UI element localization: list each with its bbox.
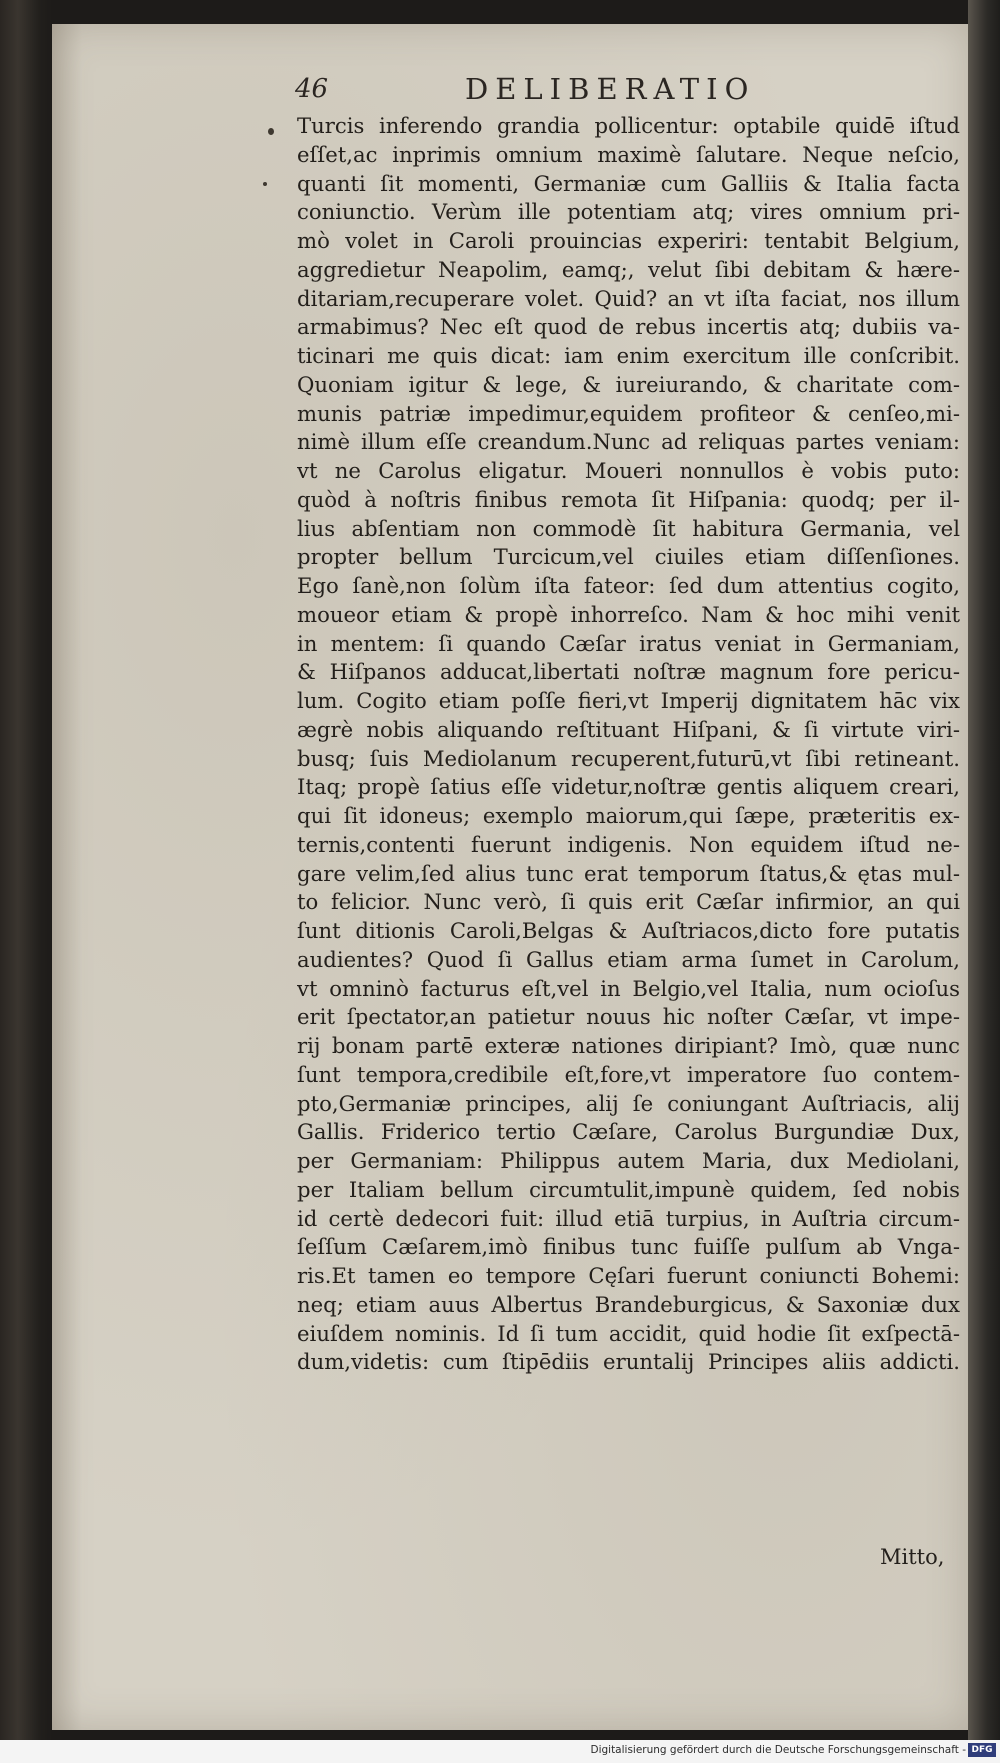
text-line: ditariam,recuperare volet. Quid? an vt iſta faciat, nos illum <box>297 285 960 311</box>
text-line: munis patriæ impedimur,equidem profiteor & cenſeo,mi- <box>297 400 960 426</box>
text-line: per Italiam bellum circumtulit,impunè quidem, ſed nobis <box>297 1176 960 1202</box>
text-line: eſſet,ac inprimis omnium maximè ſalutare. Neque neſcio, <box>297 141 960 167</box>
text-line: aggredietur Neapolim, eamq;, velut ſibi debitam & hære- <box>297 256 960 282</box>
text-line: ſunt ditionis Caroli,Belgas & Auſtriacos,dicto fore putatis <box>297 918 960 943</box>
catchword: Mitto, <box>880 1545 945 1569</box>
text-line: audientes? Quod ſi Gallus etiam arma ſumet in Carolum, <box>297 946 960 972</box>
text-line: ſunt tempora,credibile eſt,fore,vt imperatore ſuo contem- <box>297 1061 960 1087</box>
text-line: in mentem: ſi quando Cæſar iratus veniat in Germaniam, <box>297 630 960 656</box>
text-line: rij bonam partē exteræ nationes diripiant? Imò, quæ nunc <box>297 1033 960 1058</box>
text-line: qui ſit idoneus; exemplo maiorum,qui ſæpe, præteritis ex- <box>297 803 960 828</box>
body-text <box>297 112 960 1377</box>
text-line: Ego ſanè,non ſolùm iſta fateor: ſed dum attentius cogito, <box>297 573 960 598</box>
running-head: DELIBERATIO <box>465 72 756 106</box>
text-line: coniunctio. Verùm ille potentiam atq; vires omnium pri- <box>297 199 960 225</box>
text-line: moueor etiam & propè inhorreſco. Nam & hoc mihi venit <box>297 601 960 627</box>
text-line: eiuſdem nominis. Id ſi tum accidit, quid hodie ſit exſpectā- <box>297 1320 960 1346</box>
text-line: ægrè nobis aliquando reſtituant Hiſpani, & ſi virtute viri- <box>297 716 960 742</box>
text-line: ternis,contenti fuerunt indigenis. Non equidem iſtud ne- <box>297 831 960 857</box>
text-line: per Germaniam: Philippus autem Maria, dux Mediolani, <box>297 1148 960 1173</box>
text-line: armabimus? Nec eſt quod de rebus incertis atq; dubiis va- <box>297 314 960 340</box>
text-line: quòd à noſtris finibus remota ſit Hiſpania: quodq; per il- <box>297 486 960 512</box>
text-line: gare velim,ſed alius tunc erat temporum ſtatus,& ętas mul- <box>297 860 960 886</box>
text-line: dum,videtis: cum ſtipēdiis eruntalij Principes aliis addicti. <box>297 1349 960 1375</box>
text-line: Turcis inferendo grandia pollicentur: optabile quidē iſtud <box>297 113 960 138</box>
text-line: propter bellum Turcicum,vel ciuiles etiam diſſenſiones. <box>297 544 960 570</box>
ink-mark <box>263 182 267 186</box>
text-line: vt ne Carolus eligatur. Moueri nonnullos è vobis puto: <box>297 458 960 483</box>
funding-credit: Digitalisierung gefördert durch die Deutsche Forschungsgemeinschaft - <box>590 1744 966 1756</box>
text-line: to felicior. Nunc verò, ſi quis erit Cæſar infirmior, an qui <box>297 889 960 915</box>
text-line: lum. Cogito etiam poſſe fieri,vt Imperij dignitatem hāc vix <box>297 688 960 713</box>
text-line: ſeſſum Cæſarem,imò finibus tunc fuiſſe pulſum ab Vnga- <box>297 1234 960 1260</box>
text-line: & Hiſpanos adducat,libertati noſtræ magnum fore pericu- <box>297 659 960 685</box>
dfg-logo: DFG <box>968 1743 996 1757</box>
text-line: id certè dedecori fuit: illud etiā turpius, in Auſtria circum- <box>297 1205 960 1231</box>
text-line: ris.Et tamen eo tempore Cęſari fuerunt coniuncti Bohemi: <box>297 1263 960 1288</box>
book-edge <box>968 0 1000 1740</box>
text-line: ticinari me quis dicat: iam enim exercitum ille conſcribit. <box>297 343 960 368</box>
text-line: mò volet in Caroli prouincias experiri: tentabit Belgium, <box>297 228 960 253</box>
text-line: vt omninò facturus eſt,vel in Belgio,vel Italia, num ocioſus <box>297 975 960 1001</box>
text-line: quanti ſit momenti, Germaniæ cum Galliis & Italia facta <box>297 170 960 196</box>
text-line: lius abſentiam non commodè ſit habitura Germania, vel <box>297 515 960 541</box>
text-line: Quoniam igitur & lege, & iureiurando, & charitate com- <box>297 371 960 397</box>
text-line: Gallis. Friderico tertio Cæſare, Carolus Burgundiæ Dux, <box>297 1119 960 1145</box>
text-line: busq; ſuis Mediolanum recuperent,futurū,vt ſibi retineant. <box>297 745 960 771</box>
ink-mark <box>268 128 274 135</box>
text-line: pto,Germaniæ principes, alij ſe coniungant Auſtriacis, alij <box>297 1090 960 1116</box>
text-line: erit ſpectator,an patietur nouus hic noſter Cæſar, vt impe- <box>297 1004 960 1030</box>
text-line: Itaq; propè ſatius eſſe videtur,noſtræ gentis aliquem creari, <box>297 774 960 800</box>
text-line: neq; etiam auus Albertus Brandeburgicus, & Saxoniæ dux <box>297 1291 960 1317</box>
text-line: nimè illum eſſe creandum.Nunc ad reliquas partes veniam: <box>297 429 960 455</box>
page-number: 46 <box>295 74 329 104</box>
